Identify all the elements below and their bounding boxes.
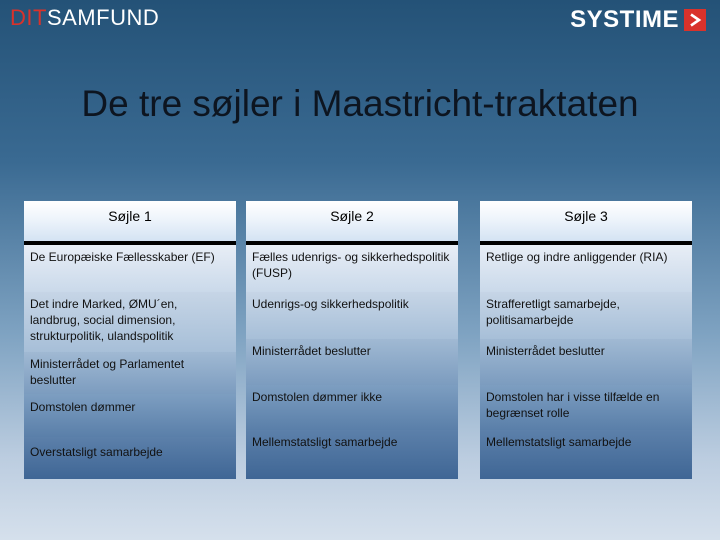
- pillar-cell: Fælles udenrigs- og sikkerhedspolitik (FUSP): [246, 245, 458, 292]
- pillar-cell: Domstolen har i visse tilfælde en begrænset rolle: [480, 385, 692, 430]
- systime-logo: [570, 6, 706, 34]
- dit-samfund-logo: [10, 5, 159, 31]
- pillar-cell: De Europæiske Fællesskaber (EF): [24, 245, 236, 292]
- pillar-cell: Ministerrådet og Parlamentet beslutter: [24, 352, 236, 394]
- pillar-cell: Udenrigs-og sikkerhedspolitik: [246, 292, 458, 339]
- pillar-cell: Domstolen dømmer ikke: [246, 385, 458, 430]
- chevron-right-glyph: [688, 13, 702, 27]
- slide-title: De tre søjler i Maastricht-traktaten: [81, 83, 639, 124]
- logo-name-text: SAMFUND: [46, 5, 160, 30]
- pillar-3: [480, 201, 692, 479]
- pillar-heading: Søjle 3: [480, 201, 692, 245]
- pillar-cell: Mellemstatsligt samarbejde: [480, 430, 692, 479]
- pillar-cell: Ministerrådet beslutter: [480, 339, 692, 385]
- systime-logo-text: SYSTIME: [570, 6, 679, 33]
- pillar-1: [24, 201, 236, 479]
- pillar-heading: Søjle 2: [246, 201, 458, 245]
- pillar-cell: Det indre Marked, ØMU´en, landbrug, social dimension, strukturpolitik, ulandspolitik: [24, 292, 236, 352]
- pillar-cell: Domstolen dømmer: [24, 394, 236, 437]
- pillar-cell: Mellemstatsligt samarbejde: [246, 430, 458, 479]
- pillar-cell: Retlige og indre anliggender (RIA): [480, 245, 692, 292]
- chevron-right-icon: [684, 9, 706, 31]
- pillar-cell: Ministerrådet beslutter: [246, 339, 458, 385]
- logo-accent-text: DIT: [10, 5, 47, 30]
- pillar-cell: Overstatsligt samarbejde: [24, 437, 236, 479]
- pillar-cell: Strafferetligt samarbejde, politisamarbejde: [480, 292, 692, 339]
- pillar-2: [246, 201, 458, 479]
- pillar-heading: Søjle 1: [24, 201, 236, 245]
